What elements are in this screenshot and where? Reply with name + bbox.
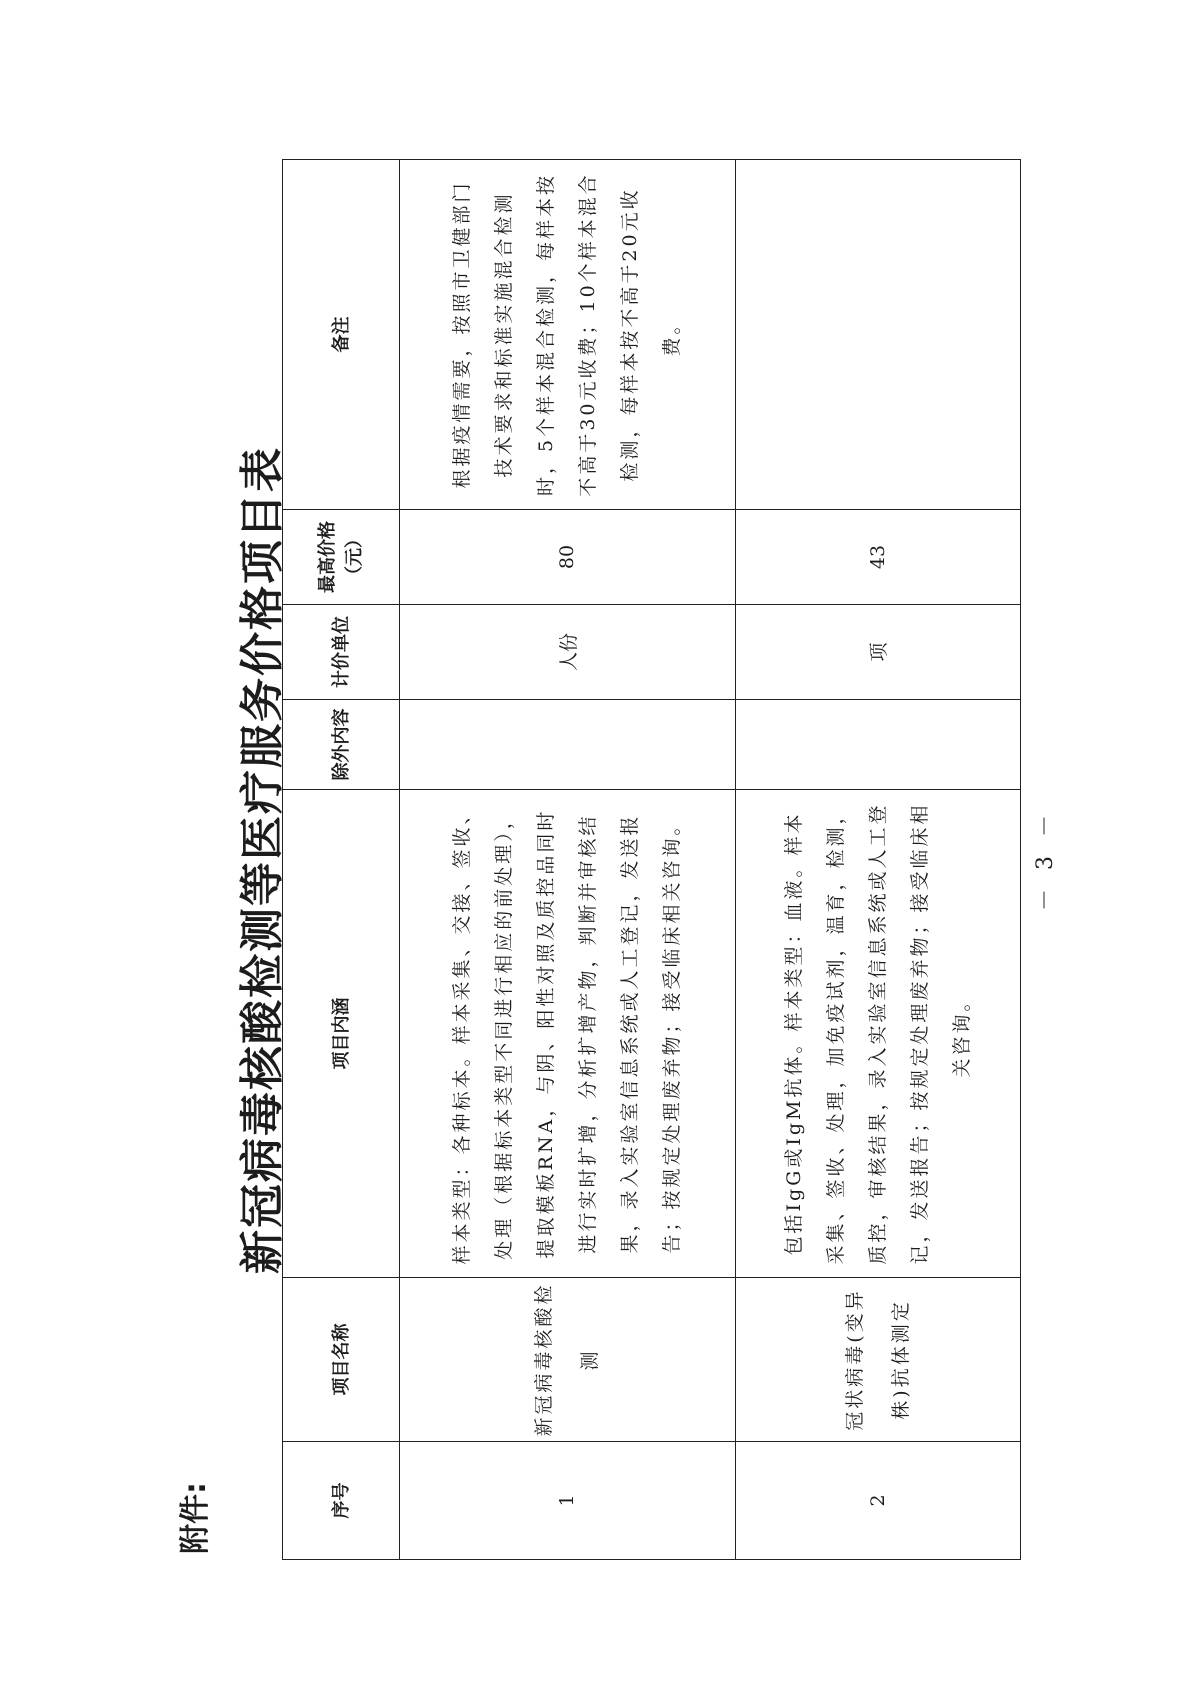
header-seq: 序号 [283, 1442, 400, 1560]
header-unit: 计价单位 [283, 605, 400, 700]
rotated-page [160, 160, 1058, 1560]
cell-seq: 1 [400, 1442, 736, 1560]
header-name: 项目名称 [283, 1278, 400, 1442]
table-row [400, 160, 736, 1560]
cell-seq: 2 [735, 1442, 1020, 1560]
cell-unit: 项 [735, 605, 1020, 700]
table-header-row [283, 160, 400, 1560]
attachment-label: 附件: [178, 1482, 213, 1554]
cell-price: 43 [735, 510, 1020, 605]
document-title: 新冠病毒核酸检测等医疗服务价格项目表 [237, 446, 288, 1274]
cell-name: 新冠病毒核酸检测 [400, 1278, 736, 1442]
table-row [735, 160, 1020, 1560]
header-price: 最高价格（元） [283, 510, 400, 605]
cell-note: 根据疫情需要，按照市卫健部门技术要求和标准实施混合检测时，5个样本混合检测，每样本按不高于30元收费；10个样本混合检测，每样本按不高于20元收费。 [400, 160, 736, 510]
cell-content: 包括IgG或IgM抗体。样本类型：血液。样本采集、签收、处理，加免疫试剂，温育，检测，质控，审核结果，录入实验室信息系统或人工登记，发送报告；按规定处理废弃物；接受临床相关咨询。 [735, 790, 1020, 1278]
price-table [282, 159, 1021, 1560]
cell-content: 样本类型：各种标本。样本采集、交接、签收、处理（根据标本类型不同进行相应的前处理），提取模板RNA，与阴、阳性对照及质控品同时进行实时扩增，分析扩增产物，判断并审核结果，录入实验室信息系统或人工登记，发送报告；按规定处理废弃物；接受临床相关咨询。 [400, 790, 736, 1278]
cell-price: 80 [400, 510, 736, 605]
header-content: 项目内涵 [283, 790, 400, 1278]
cell-excluded [735, 700, 1020, 790]
cell-name: 冠状病毒(变异株)抗体测定 [735, 1278, 1020, 1442]
header-excluded: 除外内容 [283, 700, 400, 790]
cell-note [735, 160, 1020, 510]
cell-unit: 人份 [400, 605, 736, 700]
cell-excluded [400, 700, 736, 790]
page-number: － 3 － [1033, 809, 1058, 911]
header-note: 备注 [283, 160, 400, 510]
